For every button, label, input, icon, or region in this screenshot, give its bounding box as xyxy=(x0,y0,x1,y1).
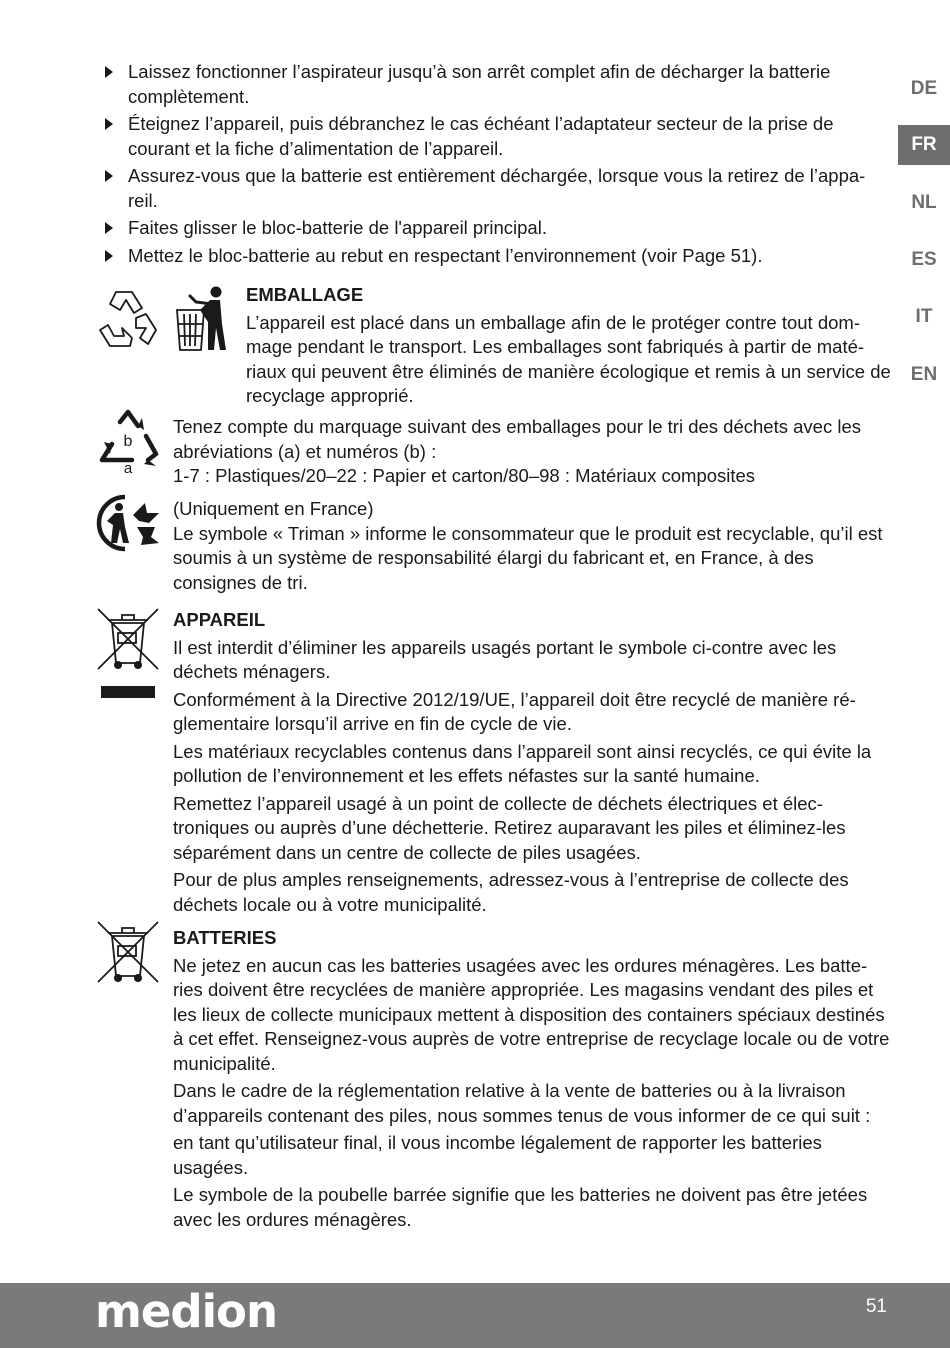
list-item: Faites glisser le bloc-batterie de l'appareil principal. xyxy=(100,216,890,241)
section-title-batteries: BATTERIES xyxy=(173,927,277,948)
list-item: Mettez le bloc-batterie au rebut en respectant l’environnement (voir Page 51). xyxy=(100,244,890,269)
tab-language-en[interactable]: EN xyxy=(910,364,938,385)
instruction-list xyxy=(100,60,890,271)
emballage-text: L’appareil est placé dans un emballage afin de le protéger contre tout dom-mage pendant le transport. Les emballages sont fabriqués à partir de maté-riaux qui peuvent être éliminés de manière écologique et remis à un service de recyclage approprié. xyxy=(246,311,891,406)
tab-language-es[interactable]: ES xyxy=(911,249,937,270)
tidyman-icon xyxy=(174,284,228,352)
appareil-paragraph: Pour de plus amples renseignements, adressez-vous à l’entreprise de collecte des déchets locale ou à votre municipalité. xyxy=(173,869,849,915)
resin-code-letter-b: b xyxy=(123,433,133,450)
section-title-emballage: EMBALLAGE xyxy=(246,284,364,305)
tab-language-fr[interactable]: FR xyxy=(898,125,950,165)
appareil-paragraph: Les matériaux recyclables contenus dans l’appareil sont ainsi recyclés, ce qui évite la pollution de l’environnement et les effets néfastes sur la santé humaine. xyxy=(173,740,872,786)
bullet-arrow-icon xyxy=(105,222,113,234)
bullet-arrow-icon xyxy=(105,170,113,182)
appareil-paragraph: Il est interdit d’éliminer les appareils usagés portant le symbole ci-contre avec les déchets ménagers. xyxy=(173,636,837,682)
batteries-paragraph: en tant qu’utilisateur final, il vous incombe légalement de rapporter les batteries usagées. xyxy=(173,1132,822,1178)
bullet-arrow-icon xyxy=(105,118,113,130)
recycle-arrows-icon xyxy=(96,288,162,350)
crossed-out-bin-icon xyxy=(96,920,160,984)
bullet-arrow-icon xyxy=(105,66,113,78)
appareil-paragraph: Remettez l’appareil usagé à un point de collecte de déchets électriques et élec-troniques ou auprès d’une déchetterie. Retirez auparavant les piles et éliminez-les séparément dans un centre de collecte de piles usagées. xyxy=(173,792,846,863)
list-item: Assurez-vous que la batterie est entièrement déchargée, lorsque vous la retirez de l’appa-reil. xyxy=(100,164,890,213)
section-title-appareil: APPAREIL xyxy=(173,609,266,630)
page-number: 51 xyxy=(865,1296,887,1317)
resin-code-letter-a: a xyxy=(123,460,133,474)
tab-language-nl[interactable]: NL xyxy=(911,192,937,213)
batteries-paragraph: Le symbole de la poubelle barrée signifie que les batteries ne doivent pas être jetées avec les ordures ménagères. xyxy=(173,1184,868,1230)
appareil-section xyxy=(173,608,893,917)
triman-icon xyxy=(95,493,163,553)
tab-language-de[interactable]: DE xyxy=(910,78,938,99)
tab-language-it[interactable]: IT xyxy=(915,306,933,327)
medion-logo: medion xyxy=(95,1285,277,1338)
bullet-arrow-icon xyxy=(105,250,113,262)
list-item: Éteignez l’appareil, puis débranchez le cas échéant l’adaptateur secteur de la prise de courant et la fiche d’alimentation de l’appareil. xyxy=(100,112,890,161)
marquage-codes: 1-7 : Plastiques/20–22 : Papier et carton/80–98 : Matériaux composites xyxy=(173,465,756,486)
batteries-paragraph: Ne jetez en aucun cas les batteries usagées avec les ordures ménagères. Les batte-ries doivent être recyclées de manière appropriée. Les magasins vendant des piles et les lieux de collecte municipaux mettent à disposition des containers spéciaux destinés à cet effet. Renseignez-vous auprès de votre entreprise de recyclage locale ou de votre municipalité. xyxy=(173,954,890,1074)
triman-section xyxy=(173,497,893,595)
batteries-paragraph: Dans le cadre de la réglementation relative à la vente de batteries ou à la livraison d’appareils contenant des piles, nous sommes tenus de vous informer de ce qui suit : xyxy=(173,1080,871,1126)
marquage-section xyxy=(173,415,893,489)
appareil-paragraph: Conformément à la Directive 2012/19/UE, l’appareil doit être recyclé de manière ré-glementaire lorsqu’il arrive en fin de cycle de vie. xyxy=(173,688,856,734)
triman-note: (Uniquement en France) xyxy=(173,498,374,519)
page-footer xyxy=(0,1283,950,1348)
triman-text: Le symbole « Triman » informe le consommateur que le produit est recyclable, qu’il est soumis à un système de responsabilité élargi du fabricant et, en France, à des consignes de tri. xyxy=(173,522,883,593)
marquage-text: Tenez compte du marquage suivant des emballages pour le tri des déchets avec les abréviations (a) et numéros (b) : xyxy=(173,416,861,462)
crossed-out-bin-icon xyxy=(96,607,160,701)
list-item: Laissez fonctionner l’aspirateur jusqu’à son arrêt complet afin de décharger la batterie complètement. xyxy=(100,60,890,109)
emballage-section xyxy=(246,283,891,409)
batteries-section xyxy=(173,926,893,1232)
resin-code-triangle-icon xyxy=(96,408,162,474)
